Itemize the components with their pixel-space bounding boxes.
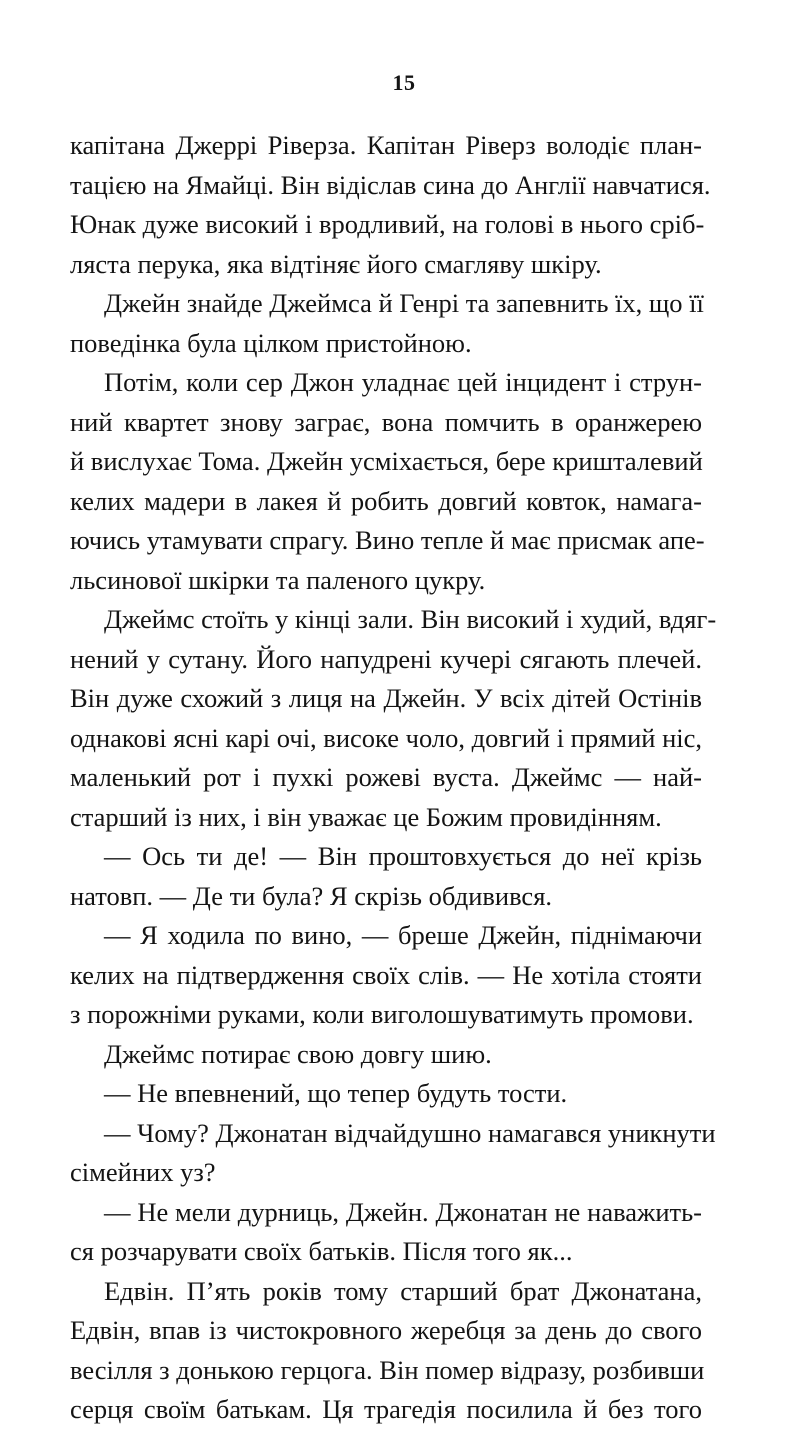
text-line: ний квартет знову заграє, вона помчить в оранжерею [70, 406, 702, 437]
text-line: тацією на Ямайці. Він відіслав сина до Англії навчатися. [70, 169, 711, 200]
text-line: поведінка була цілком пристойною. [70, 327, 472, 358]
text-line: з порожніми руками, коли виголошуватимуть промови. [70, 999, 694, 1029]
text-line: весілля з донькою герцога. Він помер відразу, розбивши [70, 1354, 705, 1385]
text-line: Едвін. П’ять років тому старший брат Джонатана, [104, 1275, 702, 1306]
text-line: Потім, коли сер Джон уладнає цей інцидент і струн- [104, 367, 702, 397]
text-line: ляста перука, яка відтіняє його смагляву шкіру. [70, 248, 602, 279]
text-line: ючись утамувати спрагу. Вино тепле й має присмак апе- [70, 525, 705, 555]
text-line: келих на підтвердження своїх слів. — Не хотіла стояти [70, 959, 702, 990]
text-line: маленький рот і пухкі рожеві вуста. Джеймс — най- [70, 762, 702, 792]
body-text [70, 126, 717, 1430]
text-line: — Чому? Джонатан відчайдушно намагався уникнути [104, 1117, 716, 1148]
text-line: Він дуже схожий з лиця на Джейн. У всіх дітей Остінів [70, 683, 702, 713]
text-line: натовп. — Де ти була? Я скрізь обдивився. [70, 880, 553, 911]
text-line: серця своїм батькам. Ця трагедія посилила й без того [70, 1394, 702, 1424]
text-line: однакові ясні карі очі, високе чоло, довгий і прямий ніс, [70, 722, 702, 753]
text-line: Джеймс стоїть у кінці зали. Він високий і худий, вдяг- [104, 604, 717, 634]
text-line: — Ось ти де! — Він проштовхується до неї крізь [104, 841, 702, 871]
text-line: ся розчарувати своїх батьків. Після того як... [70, 1236, 573, 1266]
text-line: Джейн знайде Джеймса й Генрі та запевнить їх, що її [104, 288, 704, 318]
text-line: — Я ходила по вино, — бреше Джейн, піднімаючи [104, 920, 702, 950]
text-line: — Не мели дурниць, Джейн. Джонатан не наважить- [104, 1196, 702, 1227]
text-line: келих мадери в лакея й робить довгий ковток, намага- [70, 485, 702, 516]
text-line: сімейних уз? [70, 1157, 216, 1187]
text-line: нений у сутану. Його напудрені кучері сягають плечей. [70, 643, 702, 674]
text-line: Едвін, впав із чистокровного жеребця за день до свого [70, 1315, 702, 1345]
text-line: — Не впевнений, що тепер будуть тости. [104, 1078, 568, 1108]
page-number: 15 [392, 70, 416, 95]
text-line: Джеймс потирає свою довгу шию. [104, 1038, 492, 1069]
text-line: й вислухає Тома. Джейн усміхається, бере кришталевий [70, 446, 703, 476]
text-line: Юнак дуже високий і вродливий, на голові в нього сріб- [70, 209, 705, 239]
text-line: капітана Джеррі Ріверза. Капітан Ріверз володіє план- [70, 130, 702, 160]
text-line: льсинової шкірки та паленого цукру. [70, 564, 486, 595]
text-line: старший із них, і він уважає це Божим провидінням. [70, 801, 662, 832]
